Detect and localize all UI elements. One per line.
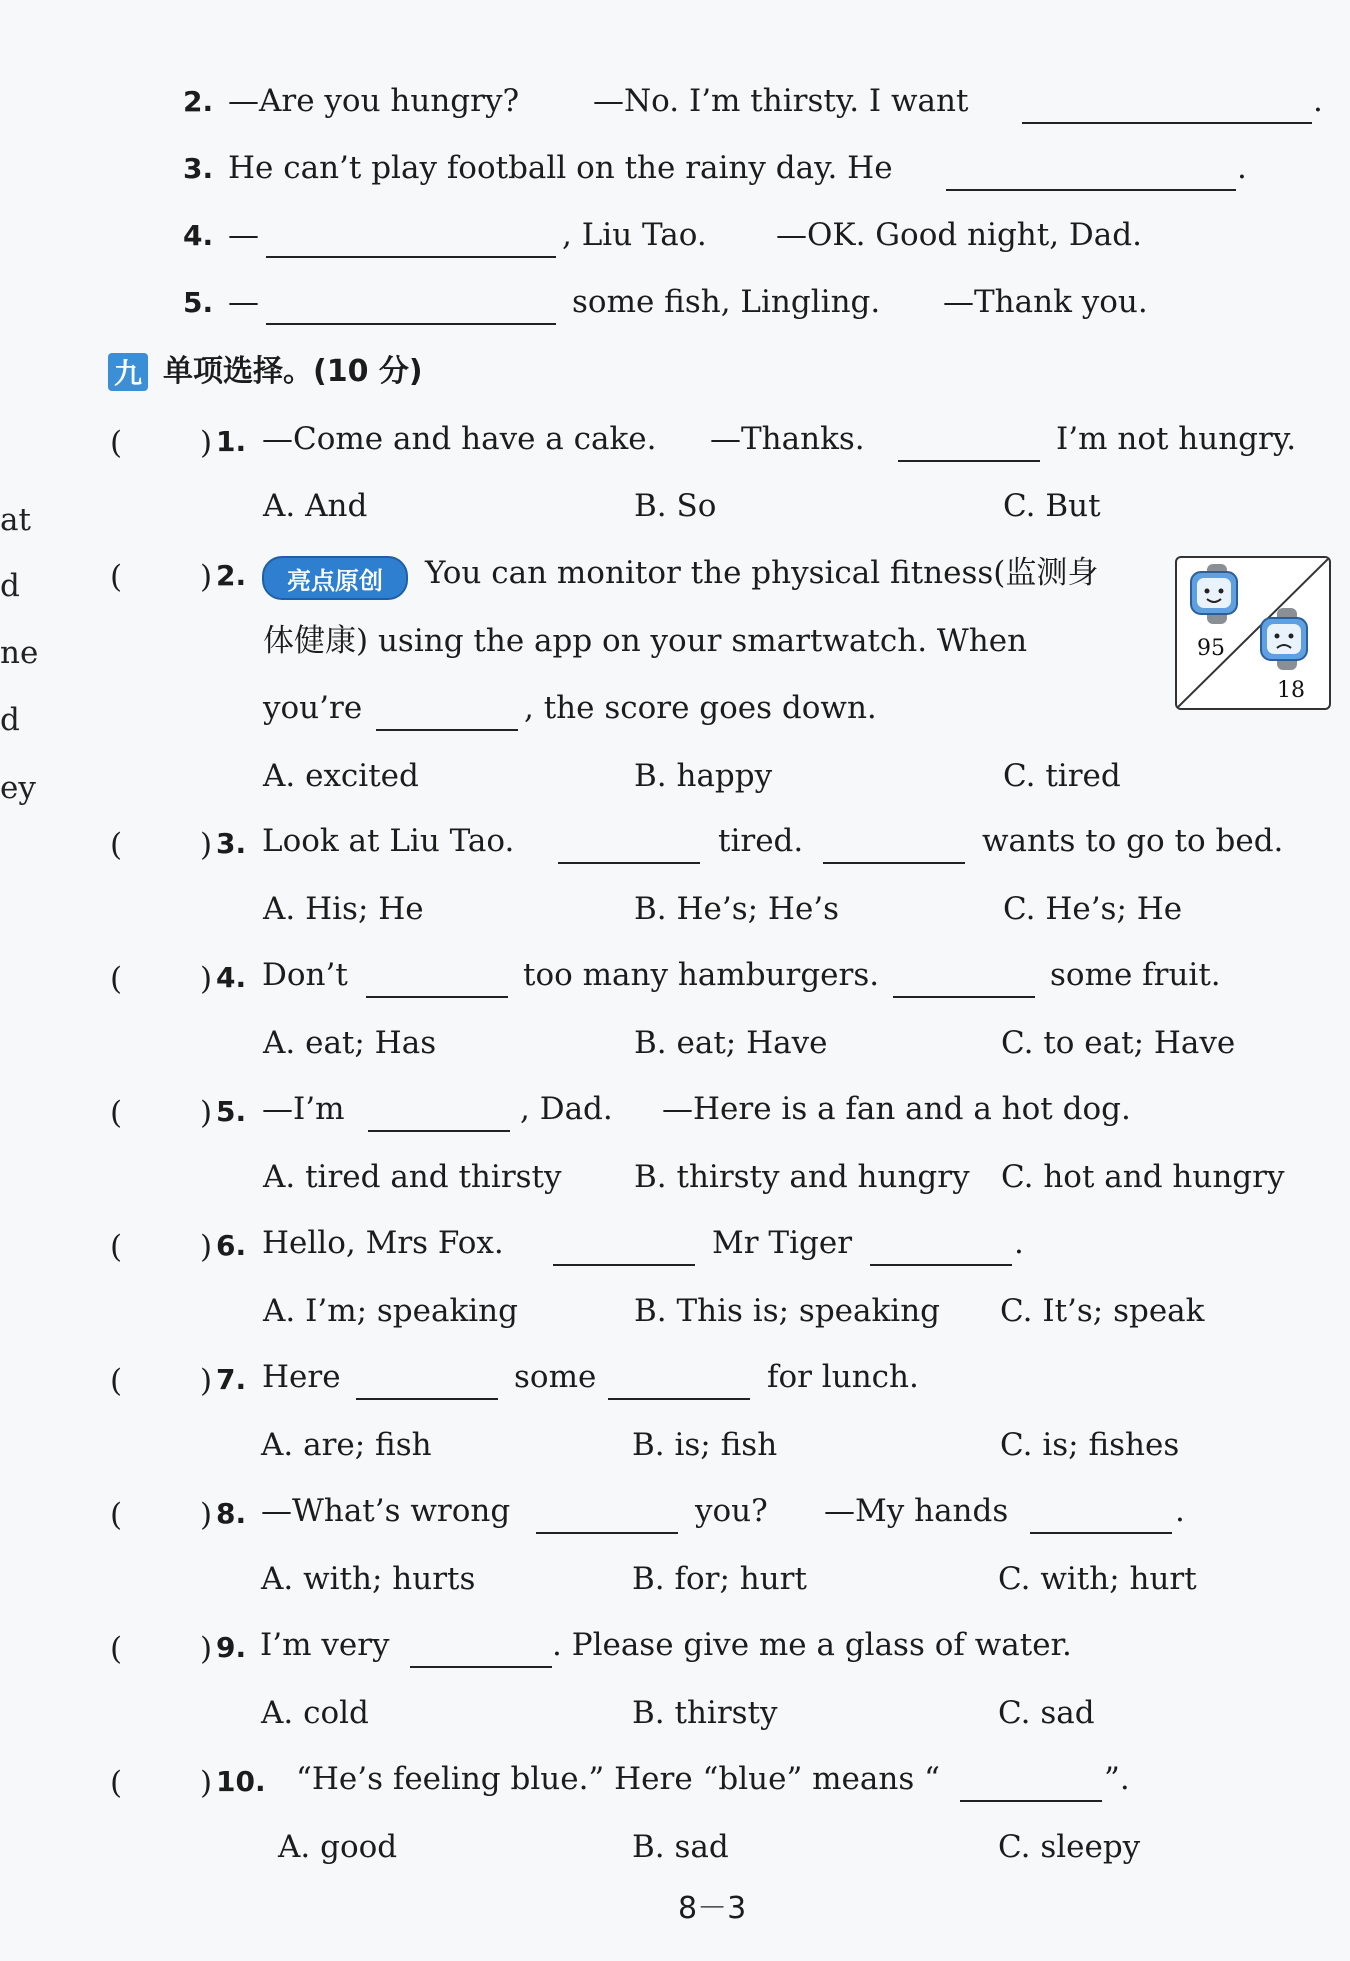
option-a[interactable]: A. are; fish xyxy=(261,1427,432,1463)
question-text: you’re xyxy=(263,690,363,726)
highlight-original-badge: 亮点原创 xyxy=(262,556,408,600)
option-c[interactable]: C. But xyxy=(1003,488,1101,524)
item-text: . xyxy=(1313,83,1323,119)
question-text: you? xyxy=(695,1493,768,1529)
option-b[interactable]: B. So xyxy=(634,488,717,524)
option-b[interactable]: B. is; fish xyxy=(632,1427,778,1463)
answer-blank[interactable] xyxy=(870,1264,1012,1266)
option-a[interactable]: A. tired and thirsty xyxy=(263,1159,562,1195)
item-number: 5. xyxy=(183,286,214,319)
question-text: You can monitor the physical fitness(监测身 xyxy=(425,555,1099,591)
answer-paren-close: ) xyxy=(200,1229,213,1265)
question-number: 10. xyxy=(216,1765,266,1798)
answer-paren-close: ) xyxy=(200,1631,213,1667)
option-b[interactable]: B. for; hurt xyxy=(632,1561,807,1597)
answer-blank[interactable] xyxy=(608,1398,750,1400)
question-text: Don’t xyxy=(262,957,348,993)
answer-paren-close: ) xyxy=(200,559,213,595)
option-a[interactable]: A. with; hurts xyxy=(261,1561,476,1597)
answer-paren-open: ( xyxy=(110,1765,123,1801)
question-text: wants to go to bed. xyxy=(982,823,1284,859)
smartwatch-illustration xyxy=(1177,558,1329,708)
item-text: some fish, Lingling. xyxy=(572,284,881,320)
question-text: Mr Tiger xyxy=(712,1225,853,1261)
score-low-label: 18 xyxy=(1277,678,1305,703)
question-text: Look at Liu Tao. xyxy=(262,823,515,859)
question-text: —Thanks. xyxy=(710,421,865,457)
item-text: He can’t play football on the rainy day. He xyxy=(228,150,893,186)
answer-paren-close: ) xyxy=(200,1095,213,1131)
item-text: . xyxy=(1237,150,1247,186)
item-text: , Liu Tao. xyxy=(562,217,707,253)
question-text: 体健康) using the app on your smartwatch. When xyxy=(263,623,1028,659)
option-a[interactable]: A. eat; Has xyxy=(263,1025,437,1061)
question-text: too many hamburgers. xyxy=(523,957,880,993)
answer-paren-close: ) xyxy=(200,827,213,863)
score-high-label: 95 xyxy=(1197,636,1225,661)
option-b[interactable]: B. sad xyxy=(632,1829,729,1865)
margin-fragment: ey xyxy=(0,770,36,806)
item-text: — xyxy=(228,284,259,320)
answer-blank[interactable] xyxy=(823,862,965,864)
option-b[interactable]: B. thirsty and hungry xyxy=(634,1159,970,1195)
question-text: . xyxy=(1014,1225,1024,1261)
answer-paren-open: ( xyxy=(110,1229,123,1265)
answer-paren-open: ( xyxy=(110,559,123,595)
question-text: Hello, Mrs Fox. xyxy=(262,1225,504,1261)
answer-paren-open: ( xyxy=(110,827,123,863)
option-b[interactable]: B. happy xyxy=(634,758,773,794)
answer-paren-close: ) xyxy=(200,425,213,461)
option-b[interactable]: B. eat; Have xyxy=(634,1025,828,1061)
answer-blank[interactable] xyxy=(1030,1532,1172,1534)
option-b[interactable]: B. thirsty xyxy=(632,1695,778,1731)
question-text: . Please give me a glass of water. xyxy=(552,1627,1072,1663)
item-text: — xyxy=(228,217,259,253)
answer-paren-close: ) xyxy=(200,1363,213,1399)
answer-blank[interactable] xyxy=(410,1666,552,1668)
answer-paren-close: ) xyxy=(200,961,213,997)
margin-fragment: d xyxy=(0,568,20,604)
option-a[interactable]: A. excited xyxy=(263,758,419,794)
item-number: 3. xyxy=(183,152,214,185)
option-c[interactable]: C. tired xyxy=(1003,758,1121,794)
answer-blank[interactable] xyxy=(558,862,700,864)
margin-fragment: d xyxy=(0,702,20,738)
option-c[interactable]: C. hot and hungry xyxy=(1001,1159,1285,1195)
option-c[interactable]: C. sleepy xyxy=(998,1829,1141,1865)
option-c[interactable]: C. to eat; Have xyxy=(1001,1025,1236,1061)
option-c[interactable]: C. sad xyxy=(998,1695,1095,1731)
option-b[interactable]: B. He’s; He’s xyxy=(634,891,840,927)
option-c[interactable]: C. with; hurt xyxy=(998,1561,1197,1597)
option-a[interactable]: A. cold xyxy=(261,1695,369,1731)
answer-blank[interactable] xyxy=(1022,122,1312,124)
option-c[interactable]: C. is; fishes xyxy=(1000,1427,1180,1463)
option-b[interactable]: B. This is; speaking xyxy=(634,1293,941,1329)
item-number: 2. xyxy=(183,85,214,118)
answer-paren-open: ( xyxy=(110,425,123,461)
item-text: —Are you hungry? xyxy=(228,83,520,119)
item-number: 4. xyxy=(183,219,214,252)
answer-blank[interactable] xyxy=(553,1264,695,1266)
question-text: some xyxy=(514,1359,597,1395)
question-number: 8. xyxy=(216,1497,247,1530)
margin-fragment: at xyxy=(0,502,31,538)
option-a[interactable]: A. good xyxy=(278,1829,398,1865)
question-number: 7. xyxy=(216,1363,247,1396)
question-text: —Come and have a cake. xyxy=(262,421,657,457)
question-text: , Dad. xyxy=(520,1091,613,1127)
question-number: 5. xyxy=(216,1095,247,1128)
margin-fragment: ne xyxy=(0,635,39,671)
option-a[interactable]: A. His; He xyxy=(263,891,424,927)
question-text: —Here is a fan and a hot dog. xyxy=(662,1091,1131,1127)
option-c[interactable]: C. He’s; He xyxy=(1003,891,1183,927)
answer-blank[interactable] xyxy=(266,323,556,325)
answer-blank[interactable] xyxy=(960,1800,1102,1802)
answer-paren-open: ( xyxy=(110,1631,123,1667)
answer-blank[interactable] xyxy=(898,460,1040,462)
answer-blank[interactable] xyxy=(368,1130,510,1132)
smartwatch-picture xyxy=(1175,556,1331,710)
question-text: Here xyxy=(262,1359,341,1395)
answer-paren-open: ( xyxy=(110,1497,123,1533)
question-text: tired. xyxy=(718,823,804,859)
question-text: for lunch. xyxy=(767,1359,919,1395)
answer-blank[interactable] xyxy=(536,1532,678,1534)
answer-blank[interactable] xyxy=(356,1398,498,1400)
answer-paren-open: ( xyxy=(110,1363,123,1399)
question-text: —I’m xyxy=(262,1091,345,1127)
answer-paren-open: ( xyxy=(110,1095,123,1131)
answer-blank[interactable] xyxy=(946,189,1236,191)
answer-blank[interactable] xyxy=(266,256,556,258)
answer-blank[interactable] xyxy=(893,996,1035,998)
item-text: —No. I’m thirsty. I want xyxy=(593,83,969,119)
answer-blank[interactable] xyxy=(376,729,518,731)
question-text: I’m not hungry. xyxy=(1056,421,1297,457)
question-text: , the score goes down. xyxy=(524,690,877,726)
answer-paren-open: ( xyxy=(110,961,123,997)
item-text: —Thank you. xyxy=(943,284,1148,320)
answer-blank[interactable] xyxy=(366,996,508,998)
answer-paren-close: ) xyxy=(200,1497,213,1533)
question-number: 6. xyxy=(216,1229,247,1262)
question-number: 4. xyxy=(216,961,247,994)
answer-paren-close: ) xyxy=(200,1765,213,1801)
option-c[interactable]: C. It’s; speak xyxy=(1000,1293,1205,1329)
question-number: 1. xyxy=(216,425,247,458)
option-a[interactable]: A. And xyxy=(263,488,368,524)
question-text: I’m very xyxy=(260,1627,390,1663)
question-text: some fruit. xyxy=(1050,957,1221,993)
section-number-badge: 九 xyxy=(108,353,148,391)
item-text: —OK. Good night, Dad. xyxy=(776,217,1142,253)
question-text: “He’s feeling blue.” Here “blue” means “ xyxy=(296,1761,940,1797)
section-title: 单项选择。(10 分) xyxy=(163,354,423,389)
option-a[interactable]: A. I’m; speaking xyxy=(263,1293,518,1329)
question-text: ”. xyxy=(1104,1761,1130,1797)
question-number: 3. xyxy=(216,827,247,860)
question-number: 9. xyxy=(216,1631,247,1664)
question-text: . xyxy=(1175,1493,1185,1529)
page-number: 8－3 xyxy=(678,1891,747,1926)
question-number: 2. xyxy=(216,559,247,592)
question-text: —What’s wrong xyxy=(261,1493,511,1529)
question-text: —My hands xyxy=(824,1493,1009,1529)
